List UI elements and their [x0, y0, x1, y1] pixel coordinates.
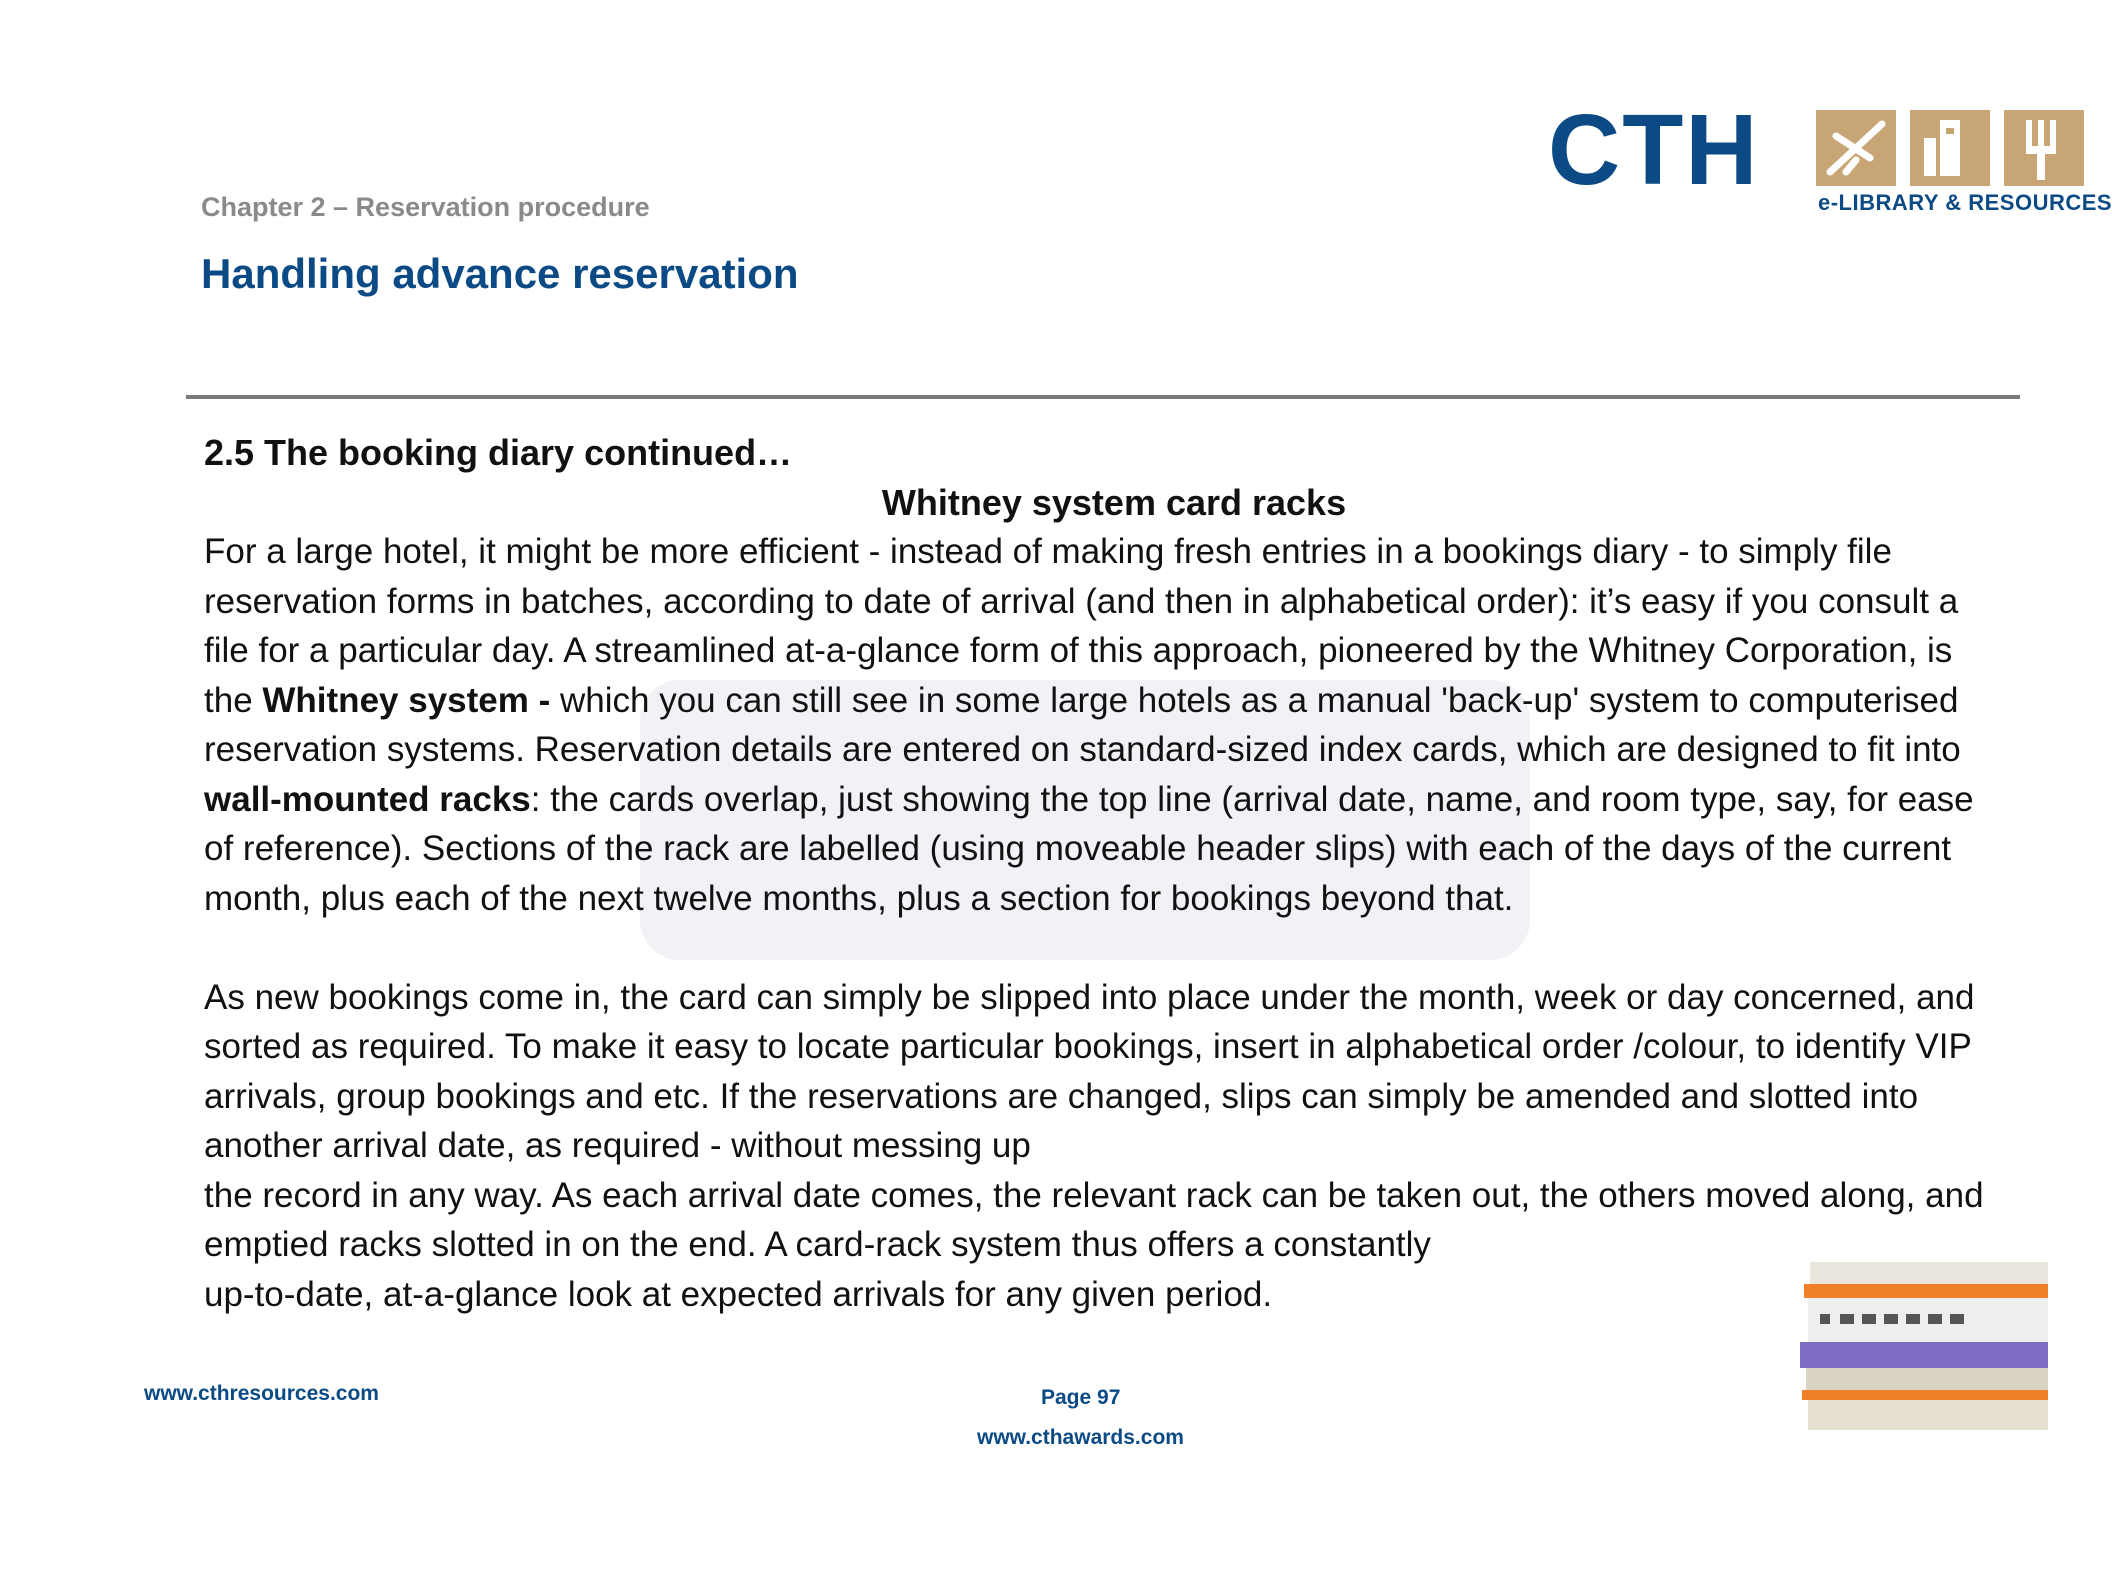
section-title: 2.5 The booking diary continued… — [204, 432, 793, 473]
paragraph-1-text-a: For a large hotel, it might be more efficient - instead of making fresh entries in a bookings diary - to simply file reservation forms in batches, according to date of arrival (and then in alphabetical order): it’s easy if you consult a file for a particular day. A streamlined at-a-glance form of this approach, pioneered by the Whitney Corporation, is the — [204, 532, 1959, 720]
paragraph-1-text-b: which you can still see in some large hotels as a manual 'back-up' system to computerised reservation systems. Reservation details are entered on standard-sized index cards, which are designed to fit into — [204, 680, 1961, 769]
paragraph-4: up-to-date, at-a-glance look at expected arrivals for any given period. — [204, 1274, 1273, 1314]
paragraph-3: the record in any way. As each arrival date comes, the relevant rack can be taken out, the others moved along, and emptied racks slotted in on the end. A card-rack system thus offers a constantly — [204, 1175, 1984, 1264]
paragraph-1 — [204, 527, 1994, 923]
logo-subtitle: e-LIBRARY & RESOURCES — [1818, 190, 2112, 215]
whitney-system-term: Whitney system - — [262, 680, 551, 720]
logo-wordmark: CTH — [1548, 94, 1760, 206]
fork-icon — [2004, 110, 2084, 186]
document-body — [204, 428, 1994, 1319]
books-stack-icon — [1800, 1262, 2048, 1432]
plane-icon — [1816, 110, 1896, 186]
cth-logo — [1548, 94, 2112, 220]
page-title: Handling advance reservation — [201, 250, 799, 297]
header-divider — [186, 395, 2020, 399]
page-number: Page 97 — [1041, 1386, 1121, 1409]
footer-awards-link[interactable]: www.cthawards.com — [977, 1426, 1184, 1449]
building-icon — [1910, 110, 1990, 186]
chapter-label: Chapter 2 – Reservation procedure — [201, 192, 650, 222]
paragraph-1-text-c: : the cards overlap, just showing the top line (arrival date, name, and room type, say, for ease of reference). Sections of the rack are labelled (using moveable header slips) with each of the days of the current month, plus each of the next twelve months, plus a section for bookings beyond that. — [204, 779, 1974, 918]
footer-resources-link[interactable]: www.cthresources.com — [144, 1382, 379, 1405]
wall-mounted-racks-term: wall-mounted racks — [204, 779, 531, 819]
section-subheading: Whitney system card racks — [881, 481, 1347, 523]
paragraph-2: As new bookings come in, the card can simply be slipped into place under the month, week or day concerned, and sorted as required. To make it easy to locate particular bookings, insert in alphabetical order /colour, to identify VIP arrivals, group bookings and etc. If the reservations are changed, slips can simply be amended and slotted into another arrival date, as required - without messing up — [204, 977, 1975, 1165]
